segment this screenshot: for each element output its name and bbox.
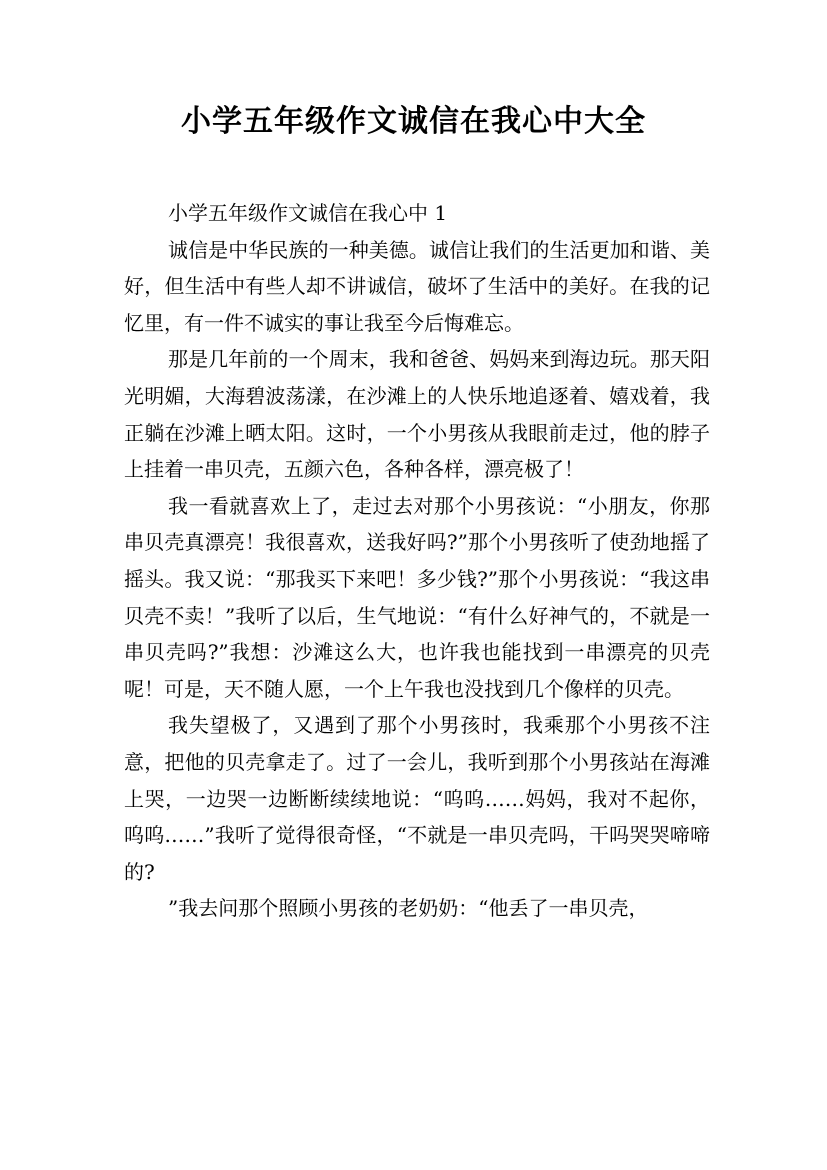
section-heading: 小学五年级作文诚信在我心中 1 xyxy=(168,201,448,225)
paragraph: 我失望极了，又遇到了那个小男孩时，我乘那个小男孩不注意，把他的贝壳拿走了。过了一会儿，我听到那个小男孩站在海滩上哭，一边哭一边断断续续地说：“呜呜……妈妈，我对不起你，呜呜……”我听了觉得很奇怪，“不就是一串贝壳吗，干吗哭哭啼啼的? xyxy=(124,713,710,884)
document-body xyxy=(124,195,710,927)
document-title: 小学五年级作文诚信在我心中大全 xyxy=(181,104,646,139)
paragraph: ”我去问那个照顾小男孩的老奶奶：“他丢了一串贝壳， xyxy=(168,896,649,921)
paragraph: 那是几年前的一个周末，我和爸爸、妈妈来到海边玩。那天阳光明媚，大海碧波荡漾，在沙滩上的人快乐地追逐着、嬉戏着，我正躺在沙滩上晒太阳。这时，一个小男孩从我眼前走过，他的脖子上挂着一串贝壳，五颜六色，各种各样，漂亮极了！ xyxy=(124,347,710,482)
paragraph: 诚信是中华民族的一种美德。诚信让我们的生活更加和谐、美好，但生活中有些人却不讲诚信，破坏了生活中的美好。在我的记忆里，有一件不诚实的事让我至今后悔难忘。 xyxy=(124,237,710,335)
paragraph: 我一看就喜欢上了，走过去对那个小男孩说：“小朋友，你那串贝壳真漂亮！我很喜欢，送我好吗?”那个小男孩听了使劲地摇了摇头。我又说：“那我买下来吧！多少钱?”那个小男孩说：“我这串贝壳不卖！”我听了以后，生气地说：“有什么好神气的，不就是一串贝壳吗?”我想：沙滩这么大，也许我也能找到一串漂亮的贝壳呢！可是，天不随人愿，一个上午我也没找到几个像样的贝壳。 xyxy=(124,493,710,701)
